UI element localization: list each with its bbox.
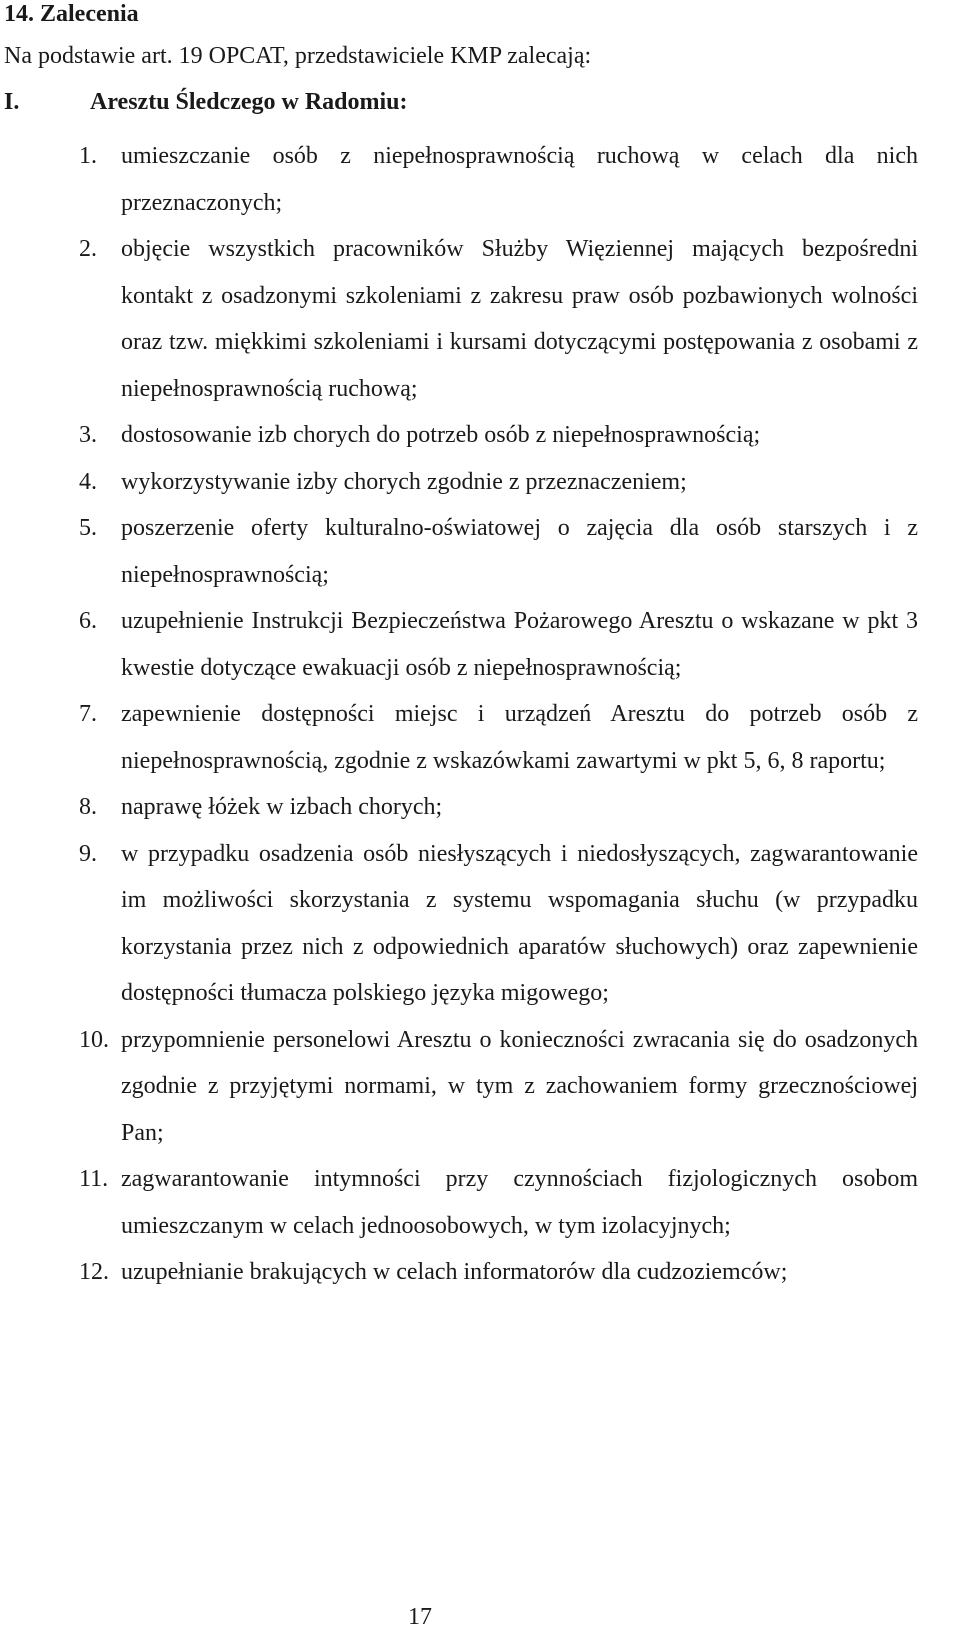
item-number: 7.	[79, 701, 97, 727]
list-item	[0, 459, 960, 506]
list-item	[0, 598, 960, 691]
item-text: przypomnienie personelowi Aresztu o konieczności zwracania się do osadzonych zgodnie z przyjętymi normami, w tym z zachowaniem formy grzecznościowej Pan;	[121, 1026, 918, 1146]
list-item	[0, 226, 960, 412]
list-item	[0, 784, 960, 831]
list-item	[0, 1249, 960, 1296]
item-text: uzupełnienie Instrukcji Bezpieczeństwa Pożarowego Aresztu o wskazane w pkt 3 kwestie dotyczące ewakuacji osób z niepełnosprawnością;	[121, 608, 918, 681]
item-number: 3.	[79, 422, 97, 448]
item-number: 5.	[79, 515, 97, 541]
item-number: 4.	[79, 468, 97, 495]
item-text: dostosowanie izb chorych do potrzeb osób z niepełnosprawnością;	[121, 422, 761, 448]
chapter-heading: 14. Zalecenia	[4, 1, 139, 27]
item-text: naprawę łóżek w izbach chorych;	[121, 794, 443, 820]
item-text: wykorzystywanie izby chorych zgodnie z przeznaczeniem;	[121, 468, 687, 495]
recommendations-list	[0, 133, 960, 1296]
list-item	[0, 505, 960, 598]
intro-paragraph: Na podstawie art. 19 OPCAT, przedstawiciele KMP zalecają:	[4, 43, 592, 69]
list-item	[0, 412, 960, 459]
item-text: zapewnienie dostępności miejsc i urządzeń Aresztu do potrzeb osób z niepełnosprawnością, zgodnie z wskazówkami zawartymi w pkt 5, 6, 8 raportu;	[121, 701, 918, 774]
item-number: 9.	[79, 840, 97, 867]
list-item	[0, 133, 960, 226]
page-number: 17	[408, 1604, 432, 1630]
item-number: 6.	[79, 608, 97, 634]
item-text: objęcie wszystkich pracowników Służby Więziennej mających bezpośredni kontakt z osadzonymi szkoleniami z zakresu praw osób pozbawionych wolności oraz tzw. miękkimi szkoleniami i kursami dotyczącymi postępowania z osobami z niepełnosprawnością ruchową;	[121, 236, 918, 402]
item-number: 11.	[79, 1166, 109, 1192]
item-number: 8.	[79, 794, 97, 820]
item-text: uzupełnianie brakujących w celach informatorów dla cudzoziemców;	[121, 1259, 788, 1285]
item-text: umieszczanie osób z niepełnosprawnością ruchową w celach dla nich przeznaczonych;	[121, 143, 918, 216]
list-item	[0, 691, 960, 784]
list-item	[0, 831, 960, 1017]
item-text: poszerzenie oferty kulturalno-oświatowej o zajęcia dla osób starszych i z niepełnosprawnością;	[121, 515, 918, 588]
section-title: Aresztu Śledczego w Radomiu:	[90, 89, 408, 115]
item-number: 12.	[79, 1259, 109, 1285]
item-number: 10.	[79, 1026, 109, 1053]
section-heading	[4, 88, 408, 116]
list-item	[0, 1017, 960, 1157]
item-text: w przypadku osadzenia osób niesłyszących i niedosłyszących, zagwarantowanie im możliwości skorzystania z systemu wspomagania słuchu (w przypadku korzystania przez nich z odpowiednich aparatów słuchowych) oraz zapewnienie dostępności tłumacza polskiego języka migowego;	[121, 840, 918, 1006]
list-item	[0, 1156, 960, 1249]
item-number: 2.	[79, 236, 97, 262]
item-number: 1.	[79, 143, 97, 169]
item-text: zagwarantowanie intymności przy czynnościach fizjologicznych osobom umieszczanym w celach jednoosobowych, w tym izolacyjnych;	[121, 1166, 918, 1239]
section-number: I.	[4, 89, 20, 115]
